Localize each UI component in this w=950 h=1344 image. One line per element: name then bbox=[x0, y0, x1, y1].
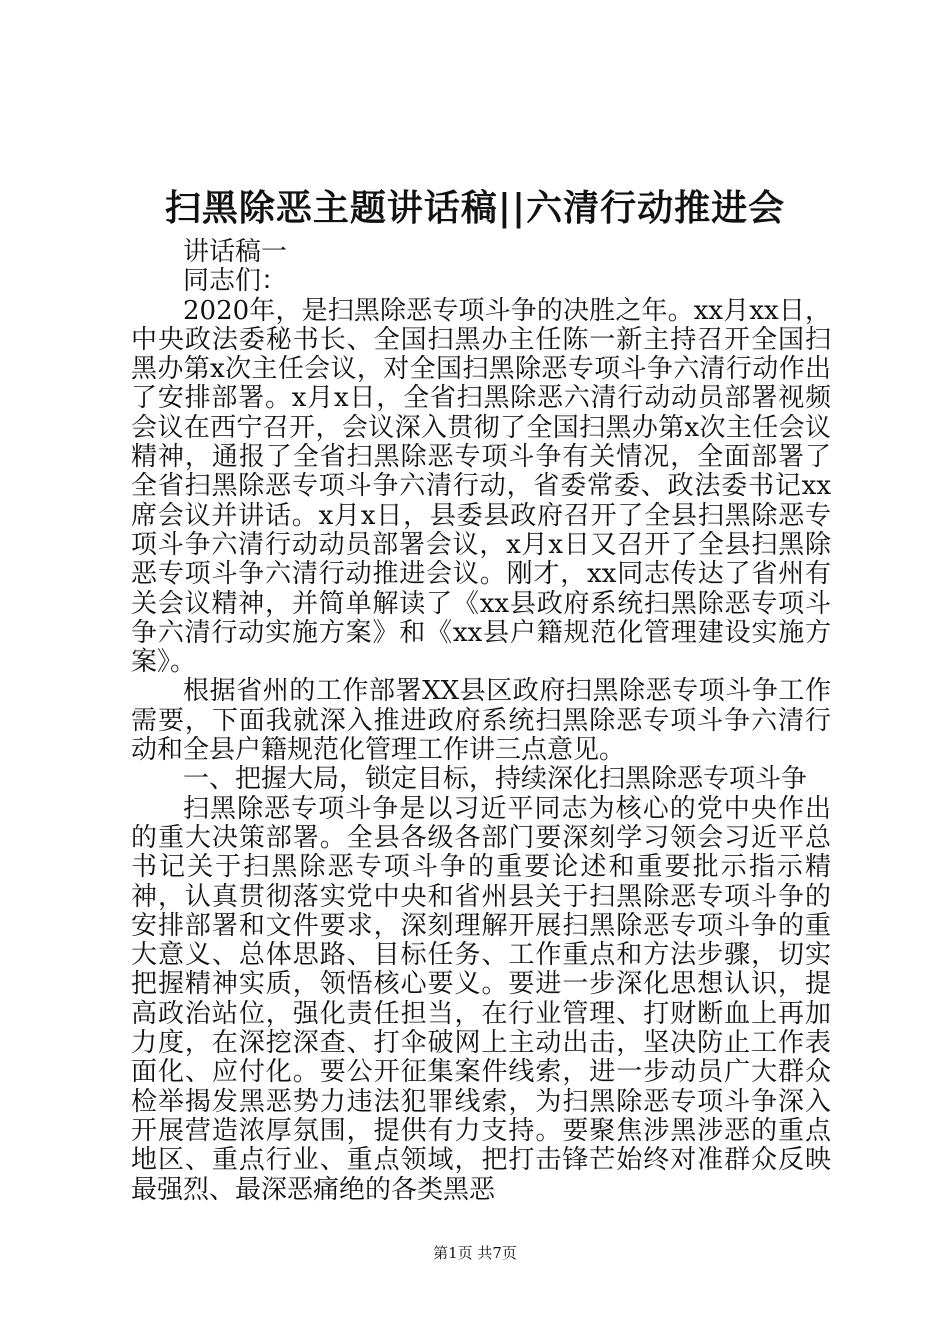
paragraph-purpose: 根据省州的工作部署XX县区政府扫黑除恶专项斗争工作需要，下面我就深入推进政府系统扫黑除恶专项斗争六清行动和全县户籍规范化管理工作讲三点意见。 bbox=[131, 676, 831, 766]
document-title: 扫黑除恶主题讲话稿||六清行动推进会 bbox=[164, 187, 786, 229]
paragraph-intro: 2020年，是扫黑除恶专项斗争的决胜之年。xx月xx日，中央政法委秘书长、全国扫黑办主任陈一新主持召开全国扫黑办第x次主任会议，对全国扫黑除恶专项斗争六清行动作出了安排部署。x月x日，全省扫黑除恶六清行动动员部署视频会议在西宁召开，会议深入贯彻了全国扫黑办第x次主任会议精神，通报了全省扫黑除恶专项斗争有关情况，全面部署了全省扫黑除恶专项斗争六清行动，省委常委、政法委书记xx席会议并讲话。x月x日，县委县政府召开了全县扫黑除恶专项斗争六清行动动员部署会议，x月x日又召开了全县扫黑除恶专项斗争六清行动推进会议。刚才，xx同志传达了省州有关会议精神，并简单解读了《xx县政府系统扫黑除恶专项斗争六清行动实施方案》和《xx县户籍规范化管理建设实施方案》。 bbox=[131, 295, 831, 678]
paragraph-speech-label: 讲话稿一 bbox=[183, 237, 288, 267]
page-number-footer: 第1页 共7页 bbox=[433, 1244, 517, 1262]
section-heading-one: 一、把握大局，锁定目标，持续深化扫黑除恶专项斗争 bbox=[183, 764, 808, 795]
paragraph-section-one: 扫黑除恶专项斗争是以习近平同志为核心的党中央作出的重大决策部署。全县各级各部门要深刻学习领会习近平总书记关于扫黑除恶专项斗争的重要论述和重要批示指示精神，认真贯彻落实党中央和省州县关于扫黑除恶专项斗争的安排部署和文件要求，深刻理解开展扫黑除恶专项斗争的重大意义、总体思路、目标任务、工作重点和方法步骤，切实把握精神实质，领悟核心要义。要进一步深化思想认识，提高政治站位，强化责任担当，在行业管理、打财断血上再加力度，在深挖深查、打伞破网上主动出击，坚决防止工作表面化、应付化。要公开征集案件线索，进一步动员广大群众检举揭发黑恶势力违法犯罪线索，为扫黑除恶专项斗争深入开展营造浓厚氛围，提供有力支持。要聚焦涉黑涉恶的重点地区、重点行业、重点领域，把打击锋芒始终对准群众反映最强烈、最深恶痛绝的各类黑恶 bbox=[131, 793, 831, 1205]
document-body bbox=[131, 238, 831, 1205]
paragraph-salutation: 同志们： bbox=[183, 266, 288, 297]
